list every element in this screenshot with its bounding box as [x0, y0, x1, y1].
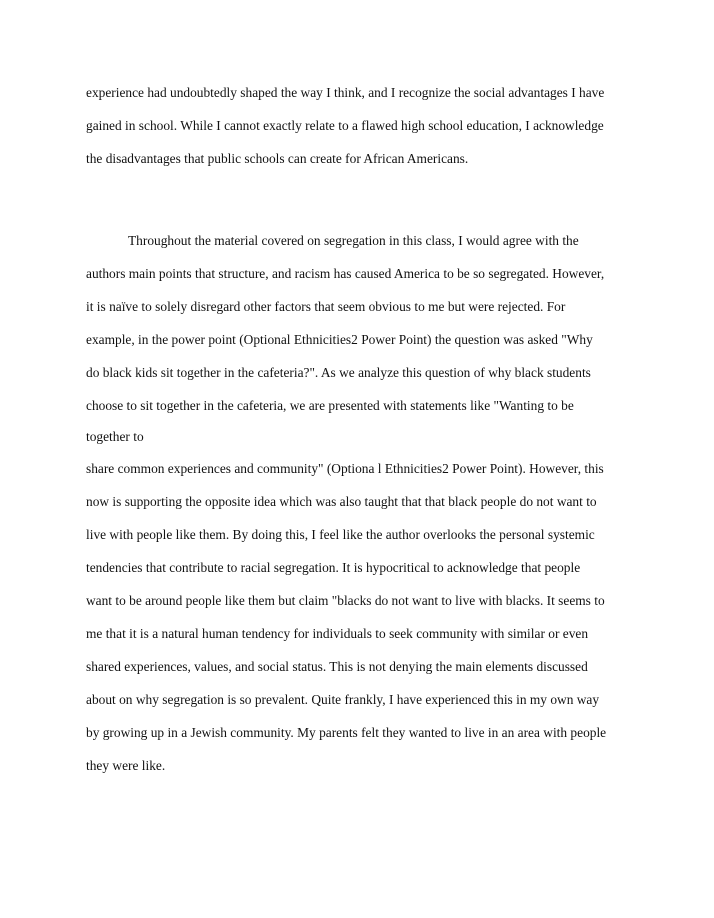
text-line: Throughout the material covered on segregation in this class, I would agree with the: [128, 233, 579, 248]
text-line: choose to sit together in the cafeteria, we are presented with statements like "Wanting to be: [86, 398, 574, 413]
text-line: experience had undoubtedly shaped the way I think, and I recognize the social advantages I have: [86, 85, 605, 100]
text-line: together to: [86, 429, 144, 444]
text-line: now is supporting the opposite idea which was also taught that that black people do not want to: [86, 494, 597, 509]
text-line: do black kids sit together in the cafeteria?". As we analyze this question of why black students: [86, 365, 591, 380]
text-line: authors main points that structure, and racism has caused America to be so segregated. However,: [86, 266, 605, 281]
text-line: gained in school. While I cannot exactly relate to a flawed high school education, I acknowledge: [86, 118, 604, 133]
text-line: by growing up in a Jewish community. My parents felt they wanted to live in an area with people: [86, 725, 607, 740]
text-line: live with people like them. By doing this, I feel like the author overlooks the personal systemic: [86, 527, 595, 542]
text-line: share common experiences and community" (Optiona l Ethnicities2 Power Point). However, this: [86, 461, 604, 476]
text-line: tendencies that contribute to racial segregation. It is hypocritical to acknowledge that people: [86, 560, 581, 575]
text-line: me that it is a natural human tendency for individuals to seek community with similar or even: [86, 626, 589, 641]
text-line: about on why segregation is so prevalent. Quite frankly, I have experienced this in my own way: [86, 692, 600, 707]
text-line: want to be around people like them but claim "blacks do not want to live with blacks. It seems to: [86, 593, 605, 608]
text-line: shared experiences, values, and social status. This is not denying the main elements discussed: [86, 659, 588, 674]
text-line: example, in the power point (Optional Ethnicities2 Power Point) the question was asked "Why: [86, 332, 593, 347]
text-line: it is naïve to solely disregard other factors that seem obvious to me but were rejected. For: [86, 299, 566, 314]
text-line: they were like.: [86, 758, 166, 773]
text-line: the disadvantages that public schools can create for African Americans.: [86, 151, 469, 166]
